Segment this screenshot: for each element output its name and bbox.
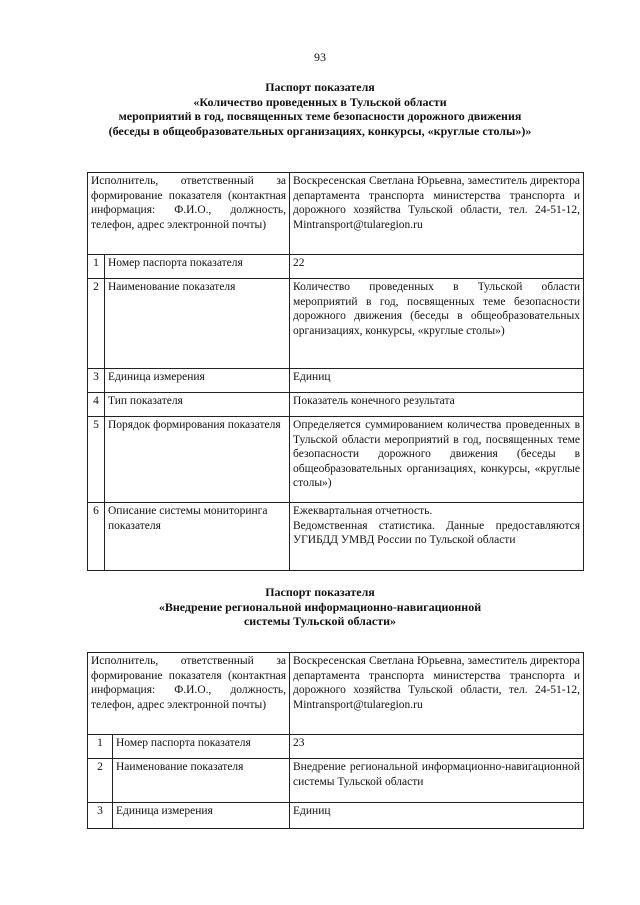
row-value xyxy=(290,503,584,571)
row-value: Определяется суммированием количества проведенных в Тульской области мероприятий в год, посвященных теме безопасности дорожного движения (беседы в общеобразовательных организациях, конкурсы, «круглые столы») xyxy=(290,417,584,503)
title-line: Паспорт показателя xyxy=(265,585,375,599)
row-number: 1 xyxy=(88,255,105,279)
row-label: Наименование показателя xyxy=(113,759,290,803)
row-label: Порядок формирования показателя xyxy=(105,417,290,503)
row-value: Количество проведенных в Тульской области мероприятий в год, посвященных теме безопасности дорожного движения (беседы в общеобразовательных организациях, конкурсы, «круглые столы») xyxy=(290,279,584,369)
row-value-line: Ведомственная статистика. Данные предоставляются УГИБДД УМВД России по Тульской области xyxy=(293,519,581,546)
row-label: Единица измерения xyxy=(113,803,290,829)
row-label: Номер паспорта показателя xyxy=(113,735,290,759)
row-number: 1 xyxy=(88,735,113,759)
row-number: 2 xyxy=(88,759,113,803)
row-number: 5 xyxy=(88,417,105,503)
row-label: Номер паспорта показателя xyxy=(105,255,290,279)
page-number: 93 xyxy=(314,50,326,64)
title-line: мероприятий в год, посвященных теме безопасности дорожного движения xyxy=(118,109,522,123)
row-value: Показатель конечного результата xyxy=(290,393,584,417)
row-value: 23 xyxy=(290,735,584,759)
passport-table xyxy=(87,652,584,829)
executor-label: Исполнитель, ответственный за формирование показателя (контактная информация: Ф.И.О., должность, телефон, адрес электронной почты) xyxy=(88,653,290,735)
row-number: 2 xyxy=(88,279,105,369)
row-value-line: Ежеквартальная отчетность. xyxy=(293,505,433,517)
title-line: «Количество проведенных в Тульской области xyxy=(193,94,447,109)
executor-row xyxy=(88,173,584,255)
table-row xyxy=(88,369,584,393)
table-row xyxy=(88,255,584,279)
row-label: Тип показателя xyxy=(105,393,290,417)
row-number: 3 xyxy=(88,369,105,393)
passport-title xyxy=(60,80,580,138)
row-label: Описание системы мониторинга показателя xyxy=(105,503,290,571)
row-value: Внедрение региональной информационно-навигационной системы Тульской области xyxy=(290,759,584,803)
table-row xyxy=(88,279,584,369)
row-label: Единица измерения xyxy=(105,369,290,393)
executor-row xyxy=(88,653,584,735)
title-line: (беседы в общеобразовательных организациях, конкурсы, «круглые столы»)» xyxy=(108,123,532,138)
executor-label: Исполнитель, ответственный за формирование показателя (контактная информация: Ф.И.О., должность, телефон, адрес электронной почты) xyxy=(88,173,290,255)
executor-value: Воскресенская Светлана Юрьевна, заместитель директора департамента транспорта министерства транспорта и дорожного хозяйства Тульской области, тел. 24-51-12, Mintransport@tularegion.ru xyxy=(290,173,584,255)
title-line: Паспорт показателя xyxy=(265,80,375,94)
row-number: 6 xyxy=(88,503,105,571)
table-row xyxy=(88,803,584,829)
passport-title xyxy=(60,585,580,629)
row-value: Единиц xyxy=(290,369,584,393)
table-row xyxy=(88,393,584,417)
row-label: Наименование показателя xyxy=(105,279,290,369)
table-row xyxy=(88,735,584,759)
row-value: 22 xyxy=(290,255,584,279)
table-row xyxy=(88,417,584,503)
row-number: 4 xyxy=(88,393,105,417)
title-line: «Внедрение региональной информационно-навигационной xyxy=(158,599,482,614)
passport-table xyxy=(87,172,584,571)
table-row xyxy=(88,759,584,803)
executor-value: Воскресенская Светлана Юрьевна, заместитель директора департамента транспорта министерства транспорта и дорожного хозяйства Тульской области, тел. 24-51-12, Mintransport@tularegion.ru xyxy=(290,653,584,735)
row-value: Единиц xyxy=(290,803,584,829)
row-number: 3 xyxy=(88,803,113,829)
table-row xyxy=(88,503,584,571)
title-line: системы Тульской области» xyxy=(243,614,397,628)
